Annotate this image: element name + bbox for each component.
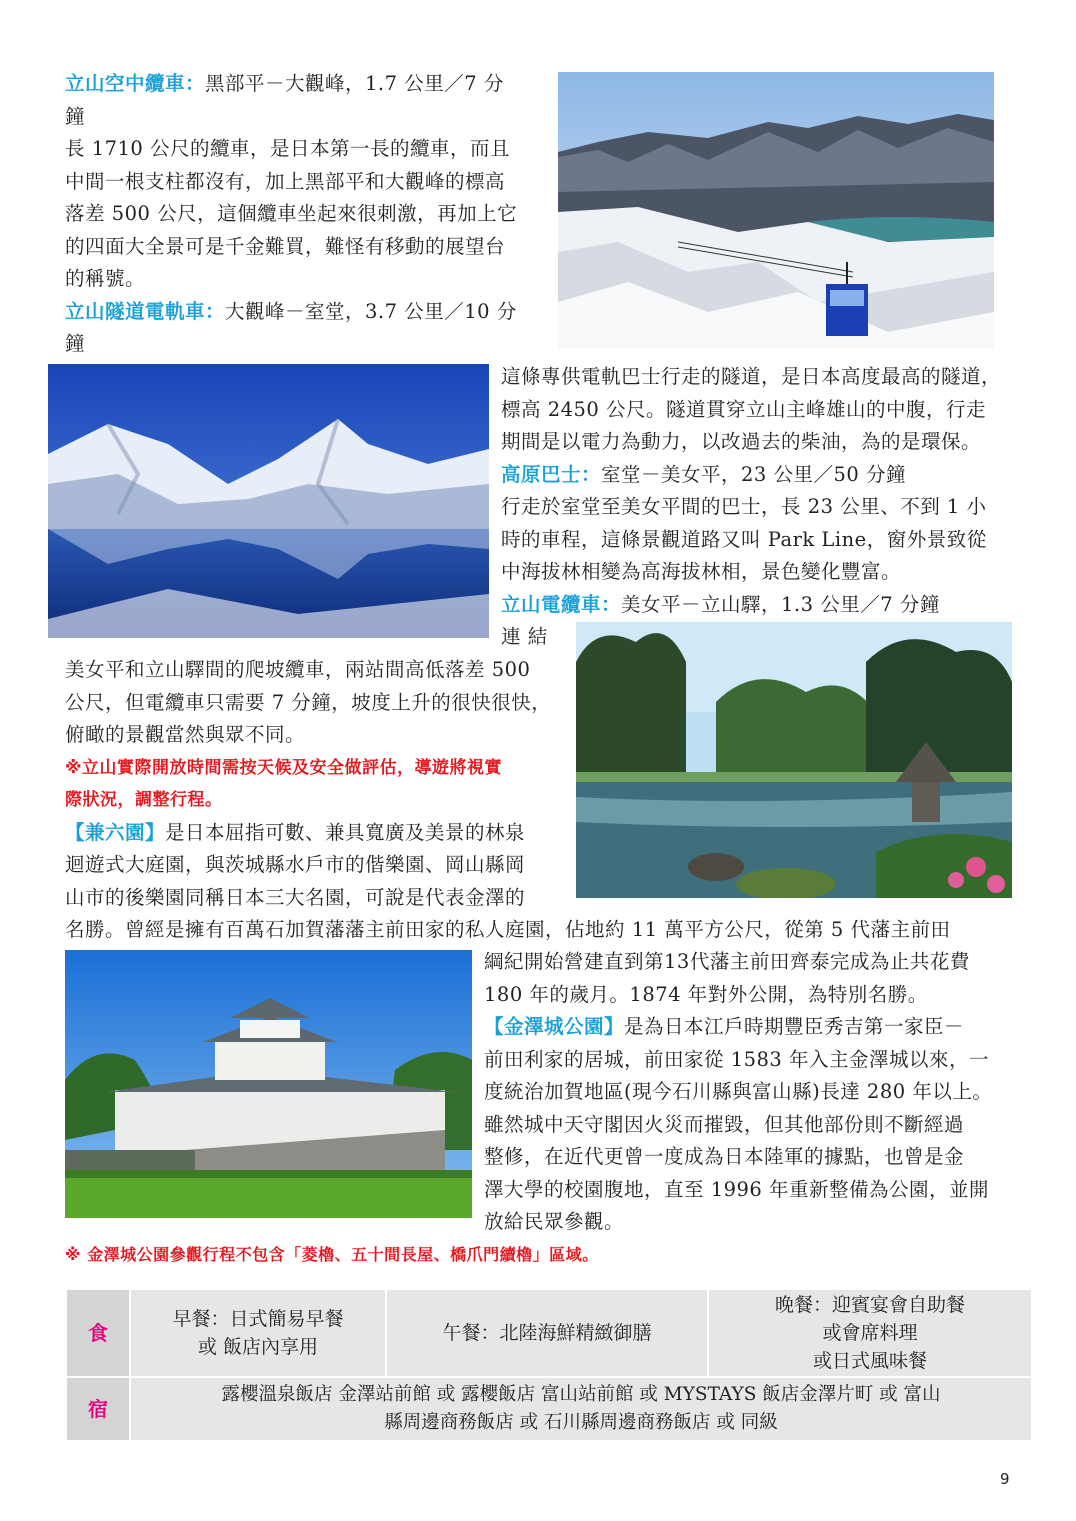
kanazawa-castle-photo bbox=[65, 950, 472, 1218]
castle-heading: 【金澤城公園】 bbox=[484, 1015, 625, 1038]
kenrokuen-photo bbox=[576, 622, 1012, 898]
ropeway-block bbox=[65, 68, 545, 361]
dinner-line: 晚餐：迎賓宴會自助餐 bbox=[774, 1294, 965, 1316]
bus-body-line: 中海拔林相變為高海拔林相，景色變化豐富。 bbox=[501, 560, 902, 583]
meals-lodging-table bbox=[65, 1288, 1033, 1442]
ropeway-route-cont: 鐘 bbox=[65, 104, 86, 128]
trolley-body-line: 標高 2450 公尺。隧道貫穿立山主峰雄山的中腹，行走 bbox=[501, 397, 987, 421]
ropeway-heading: 立山空中纜車： bbox=[65, 72, 206, 95]
kenrokuen-body-line: 山市的後樂園同稱日本三大名園，可說是代表金澤的 bbox=[65, 885, 526, 909]
cablecar-body-first: 連 結 bbox=[501, 625, 548, 648]
lodging-cell bbox=[130, 1377, 1032, 1441]
castle-body-line: 整修，在近代更曾一度成為日本陸軍的據點，也曾是金 bbox=[484, 1145, 965, 1168]
lodging-label: 宿 bbox=[66, 1377, 130, 1441]
castle-body-line: 是為日本江戶時期豐臣秀吉第一家臣－ bbox=[624, 1015, 965, 1038]
lodging-row bbox=[66, 1377, 1032, 1441]
tateyama-notice-line: ※立山實際開放時間需按天候及安全做評估，導遊將視實 bbox=[65, 757, 503, 778]
dinner-cell bbox=[708, 1289, 1032, 1377]
bus-body-line: 時的車程，這條景觀道路又叫 Park Line，窗外景致從 bbox=[501, 527, 987, 551]
ropeway-body-line: 長 1710 公尺的纜車，是日本第一長的纜車，而且 bbox=[65, 137, 511, 160]
cablecar-heading: 立山電纜車： bbox=[501, 592, 622, 616]
castle-body-line: 度統治加賀地區(現今石川縣與富山縣)長達 280 年以上。 bbox=[484, 1080, 993, 1103]
kenrokuen-castle-block bbox=[484, 946, 1044, 1239]
meals-row bbox=[66, 1289, 1032, 1377]
cablecar-body-line: 美女平和立山驛間的爬坡纜車，兩站間高低落差 500 bbox=[65, 658, 531, 681]
kenrokuen-body-line: 綱紀開始營建直到第13代藩主前田齊泰完成為止共花費 bbox=[484, 950, 970, 973]
castle-body-line: 前田利家的居城，前田家從 1583 年入主金澤城以來，一 bbox=[484, 1047, 990, 1071]
ropeway-body-line: 的稱號。 bbox=[65, 267, 146, 290]
ropeway-route: 黑部平－大觀峰，1.7 公里／7 分 bbox=[205, 72, 504, 95]
castle-body-line: 澤大學的校園腹地，直至 1996 年重新整備為公園，並開 bbox=[484, 1177, 990, 1201]
page-number: 9 bbox=[1000, 1470, 1010, 1488]
trolley-bus-block bbox=[501, 361, 1041, 654]
cablecar-body-line: 俯瞰的景觀當然與眾不同。 bbox=[65, 723, 306, 746]
kenrokuen-wide-line bbox=[65, 914, 1025, 947]
lunch-cell: 午餐：北陸海鮮精緻御膳 bbox=[386, 1289, 708, 1377]
tateyama-notice-line: 際狀況，調整行程。 bbox=[65, 790, 223, 810]
cablecar-kenrokuen-block bbox=[65, 654, 570, 914]
meals-label: 食 bbox=[66, 1289, 130, 1377]
castle-body-line: 雖然城中天守閣因火災而摧毀，但其他部份則不斷經過 bbox=[484, 1112, 965, 1136]
ropeway-body-line: 的四面大全景可是千金難買，難怪有移動的展望台 bbox=[65, 234, 506, 258]
trolley-route: 大觀峰－室堂，3.7 公里／10 分 bbox=[225, 299, 517, 323]
trolley-route-cont: 鐘 bbox=[65, 332, 86, 355]
castle-body-line: 放給民眾參觀。 bbox=[484, 1210, 625, 1233]
kenrokuen-body-line: 180 年的歲月。1874 年對外公開，為特別名勝。 bbox=[484, 982, 928, 1006]
trolley-body-line: 期間是以電力為動力，以改過去的柴油，為的是環保。 bbox=[501, 430, 982, 453]
dinner-line: 或日式風味餐 bbox=[812, 1350, 927, 1372]
cablecar-body-line: 公尺，但電纜車只需要 7 分鐘，坡度上升的很快很快， bbox=[65, 690, 552, 714]
kenrokuen-heading: 【兼六園】 bbox=[65, 820, 166, 844]
mountain-lake-photo bbox=[48, 364, 489, 638]
castle-notice: ※ 金澤城公園參觀行程不包含「菱櫓、五十間長屋、橋爪門續櫓」區域。 bbox=[65, 1245, 599, 1264]
trolley-heading: 立山隧道電軌車： bbox=[65, 299, 226, 323]
cablecar-route: 美女平－立山驛，1.3 公里／7 分鐘 bbox=[621, 592, 940, 616]
kenrokuen-body-line: 是日本屈指可數、兼具寬廣及美景的林泉 bbox=[165, 820, 526, 844]
kenrokuen-body-line: 迴遊式大庭園，與茨城縣水戶市的偕樂園、岡山縣岡 bbox=[65, 853, 526, 876]
breakfast-cell bbox=[130, 1289, 386, 1377]
ropeway-body-line: 中間一根支柱都沒有，加上黑部平和大觀峰的標高 bbox=[65, 169, 506, 193]
kenrokuen-body-line: 名勝。曾經是擁有百萬石加賀藩藩主前田家的私人庭園，佔地約 11 萬平方公尺，從第 5 代藩主前田 bbox=[65, 918, 951, 941]
breakfast-line: 早餐：日式簡易早餐 bbox=[172, 1308, 344, 1330]
lodging-line: 露櫻溫泉飯店 金澤站前館 或 露櫻飯店 富山站前館 或 MYSTAYS 飯店金澤片町 或 富山 bbox=[221, 1384, 941, 1405]
ropeway-photo bbox=[558, 72, 994, 348]
dinner-line: 或會席料理 bbox=[822, 1322, 918, 1344]
bus-body-line: 行走於室堂至美女平間的巴士，長 23 公里、不到 1 小 bbox=[501, 495, 987, 518]
bus-route: 室堂－美女平，23 公里／50 分鐘 bbox=[601, 462, 907, 486]
lodging-line: 縣周邊商務飯店 或 石川縣周邊商務飯店 或 同級 bbox=[384, 1412, 778, 1433]
breakfast-line: 或 飯店內享用 bbox=[197, 1336, 319, 1358]
trolley-body-line: 這條專供電軌巴士行走的隧道，是日本高度最高的隧道， bbox=[501, 365, 1002, 388]
ropeway-body-line: 落差 500 公尺，這個纜車坐起來很刺激，再加上它 bbox=[65, 202, 518, 225]
bus-heading: 高原巴士： bbox=[501, 462, 602, 486]
